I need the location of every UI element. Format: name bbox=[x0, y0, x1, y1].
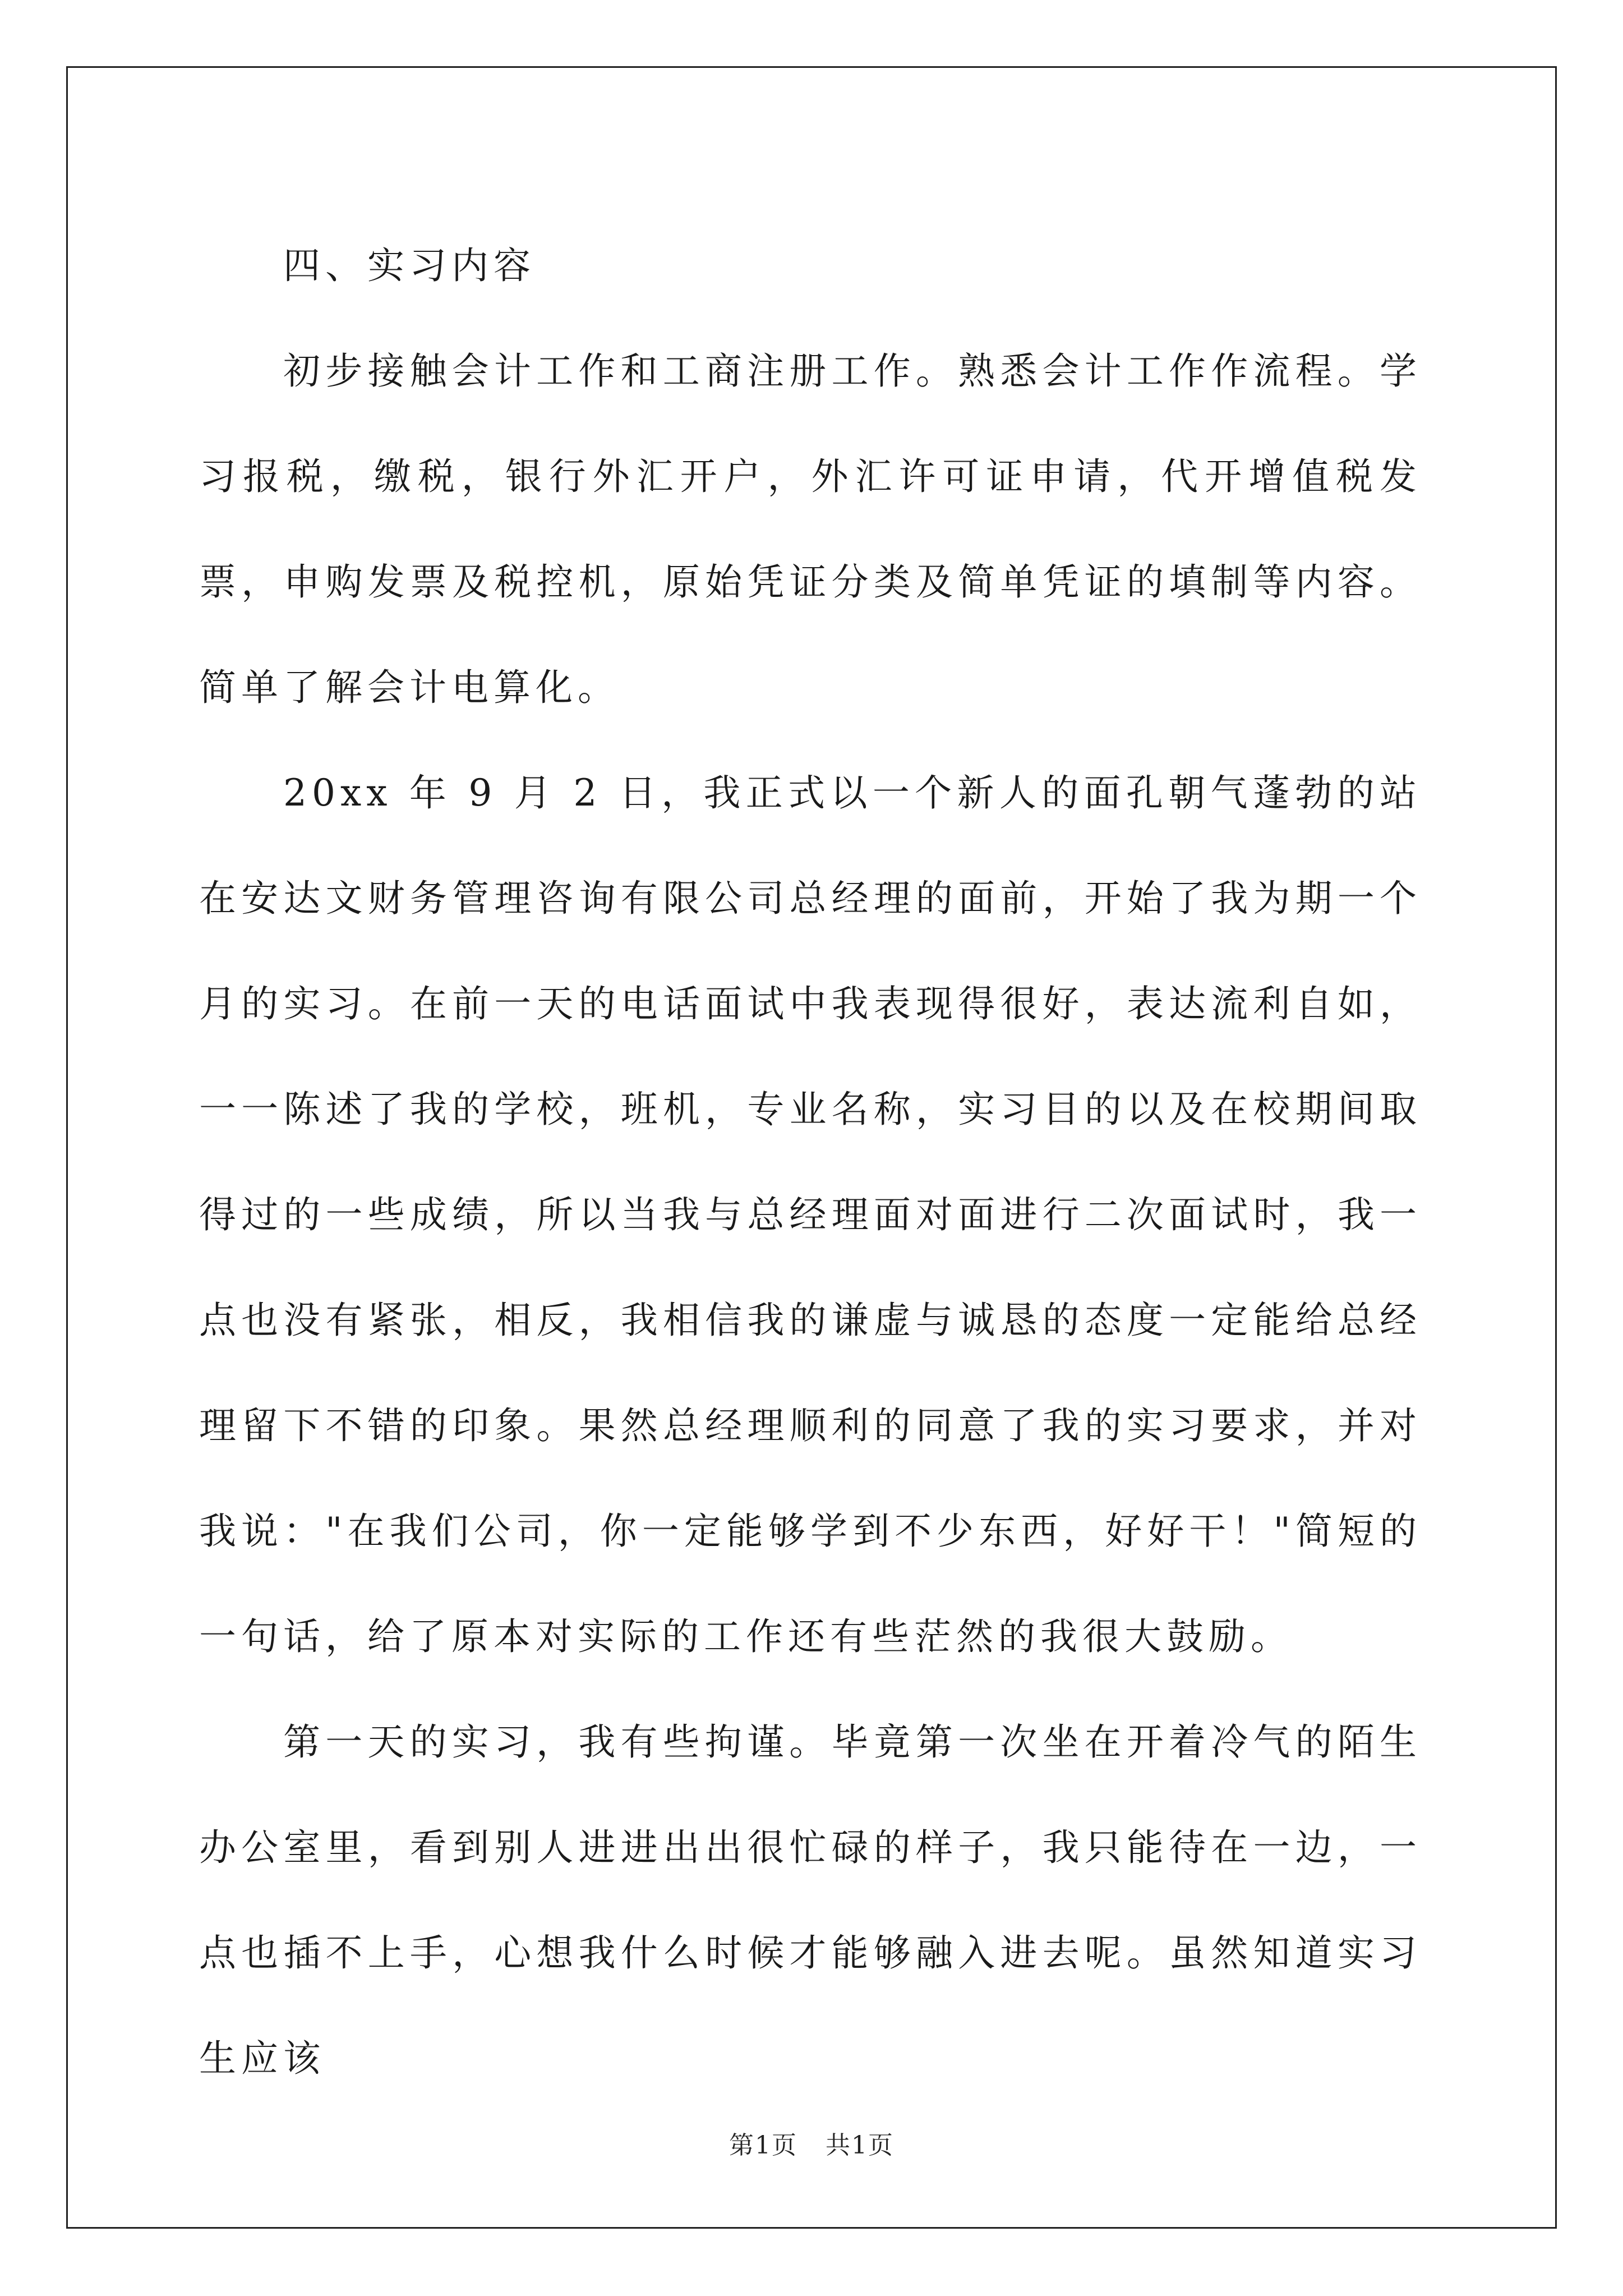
paragraph-3: 第一天的实习，我有些拘谨。毕竟第一次坐在开着冷气的陌生办公室里，看到别人进进出出很忙碌的样子，我只能待在一边，一点也插不上手，心想我什么时候才能够融入进去呢。虽然知道实习生应该 bbox=[199, 1720, 1422, 2080]
paragraph-1: 初步接触会计工作和工商注册工作。熟悉会计工作作流程。学习报税，缴税，银行外汇开户，外汇许可证申请，代开增值税发票，申购发票及税控机，原始凭证分类及简单凭证的填制等内容。简单了解会计电算化。 bbox=[199, 349, 1422, 709]
section-heading: 四、实习内容 bbox=[283, 244, 536, 287]
paragraph-2: 20xx 年 9 月 2 日，我正式以一个新人的面孔朝气蓬勃的站在安达文财务管理咨询有限公司总经理的面前，开始了我为期一个月的实习。在前一天的电话面试中我表现得很好，表达流利自如，一一陈述了我的学校，班机，专业名称，实习目的以及在校期间取得过的一些成绩，所以当我与总经理面对面进行二次面试时，我一点也没有紧张，相反，我相信我的谦虚与诚恳的态度一定能给总经理留下不错的印象。果然总经理顺利的同意了我的实习要求，并对我说："在我们公司，你一定能够学到不少东西，好好干！"简短的一句话，给了原本对实际的工作还有些茫然的我很大鼓励。 bbox=[199, 771, 1422, 1658]
page-footer bbox=[0, 2125, 1623, 2161]
page-number: 第1页 bbox=[729, 2131, 797, 2160]
document-body bbox=[199, 213, 1422, 2111]
page-total: 共1页 bbox=[826, 2131, 894, 2160]
